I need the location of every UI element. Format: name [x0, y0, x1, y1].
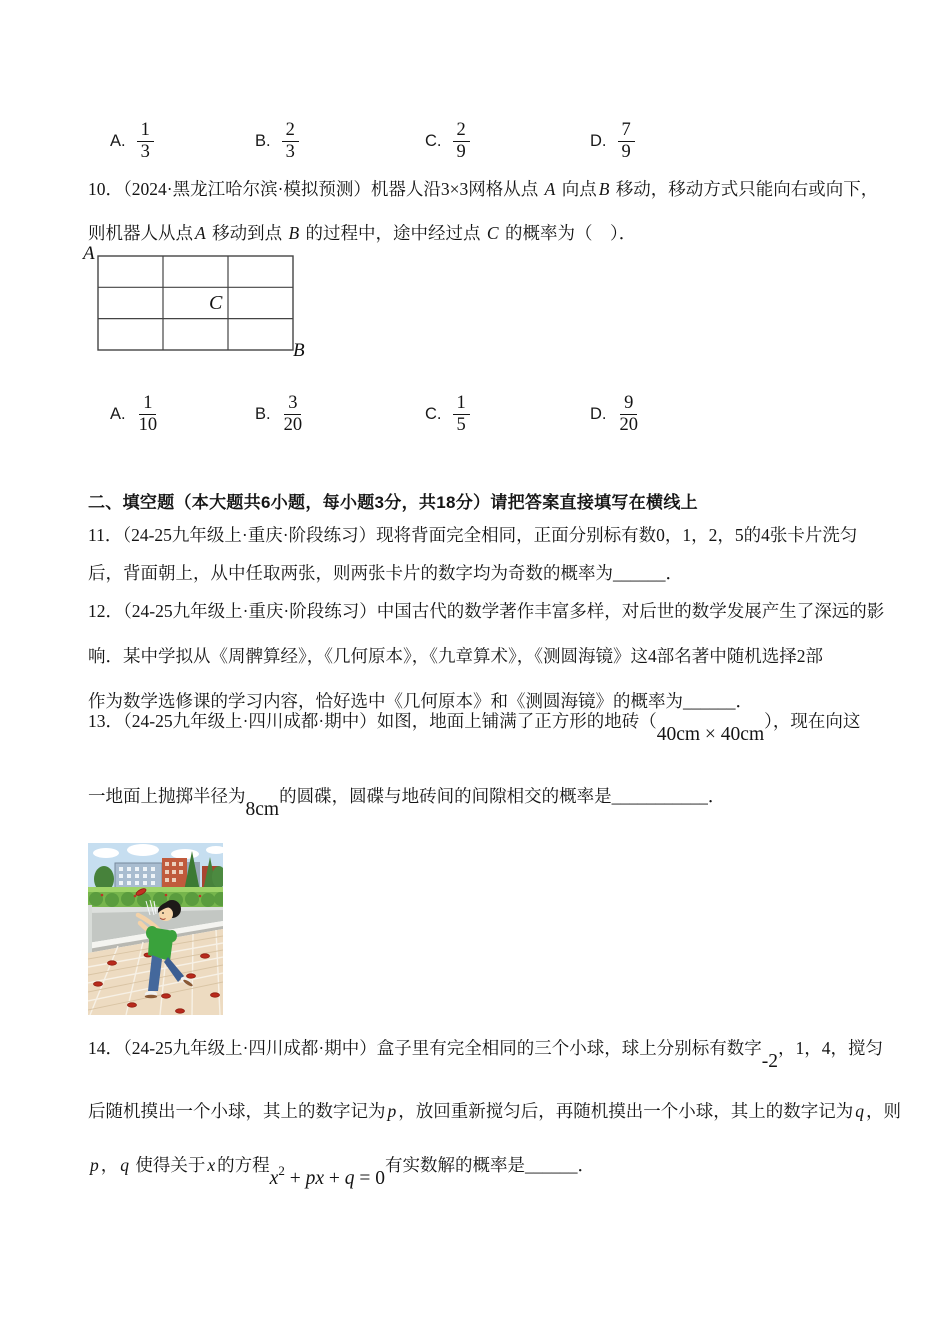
question-10-line-1: 10．（2024·黑龙江哈尔滨·模拟预测）机器人沿3×3网格从点 A 向点 B 移动，移动方式只能向右或向下， — [88, 179, 879, 199]
grid-label-c: C — [209, 292, 223, 314]
option-letter: D. — [590, 131, 607, 150]
fraction: $\frac{1}{3}$ — [137, 120, 154, 162]
fraction: $\frac{1}{5}$ — [453, 393, 470, 435]
hedge — [88, 887, 223, 907]
fraction: $\frac{7}{9}$ — [618, 120, 635, 162]
grid-outline — [98, 256, 293, 350]
option-b — [255, 112, 299, 170]
option-letter: A. — [110, 404, 126, 423]
option-d — [590, 385, 640, 443]
fraction: $\frac{1}{10}$ — [138, 392, 158, 435]
question-9-options-row — [0, 112, 950, 170]
question-12-line-3: 作为数学选修课的学习内容，恰好选中《几何原本》和《测圆海镜》的概率为______． — [88, 691, 753, 711]
option-letter: A. — [110, 131, 126, 150]
question-14-line-3: p ， q 使得关于 x 的方程$x_2$ + px + q = 0有实数解的概率是______． — [90, 1155, 595, 1189]
fraction: $\frac{2}{9}$ — [453, 120, 470, 162]
option-c — [425, 385, 470, 443]
question-11-line-2: 后，背面朝上，从中任取两张，则两张卡片的数字均为奇数的概率为______． — [88, 563, 683, 583]
fraction: $\frac{9}{20}$ — [619, 392, 638, 435]
question-13-line-1: 13．（24-25九年级上·四川成都·期中）如图，地面上铺满了正方形的地砖（40cm × 40cm），现在向这 — [88, 711, 861, 745]
section-2-heading: 二、填空题（本大题共6小题，每小题3分，共18分）请把答案直接填写在横线上 — [88, 493, 698, 512]
option-c — [425, 112, 470, 170]
fraction: $\frac{2}{3}$ — [282, 120, 299, 162]
question-10-line-2: 则机器人从点 A 移动到点 B 的过程中，途中经过点 C 的概率为（ ）． — [88, 223, 637, 243]
grid-label-b: B — [293, 340, 305, 360]
option-b — [255, 385, 304, 443]
option-letter: B. — [255, 404, 271, 423]
question-10-options-row — [0, 385, 950, 443]
option-letter: D. — [590, 404, 607, 423]
option-letter: C. — [425, 131, 442, 150]
grid-figure — [80, 238, 312, 360]
option-a — [110, 112, 154, 170]
fraction: $\frac{3}{20}$ — [283, 392, 303, 435]
option-d — [590, 112, 635, 170]
question-12-line-1: 12．（24-25九年级上·重庆·阶段练习）中国古代的数学著作丰富多样，对后世的数学发展产生了深远的影 — [88, 601, 885, 621]
boy-throwing-disc-illustration — [88, 843, 223, 1015]
question-12-line-2: 响．某中学拟从《周髀算经》，《几何原本》，《九章算术》，《测圆海镜》这4部名著中随机选择2部 — [88, 646, 823, 666]
question-14-line-1: 14．（24-25九年级上·四川成都·期中）盒子里有完全相同的三个小球，球上分别标有数字-2，1，4，搅匀 — [88, 1038, 883, 1072]
question-11-line-1: 11．（24-25九年级上·重庆·阶段练习）现将背面完全相同，正面分别标有数0，1，2，5的4张卡片洗匀 — [88, 525, 858, 545]
grid-label-a: A — [83, 243, 95, 264]
option-letter: C. — [425, 404, 442, 423]
option-letter: B. — [255, 131, 271, 150]
question-14-line-2: 后随机摸出一个小球，其上的数字记为 p ，放回重新搅匀后，再随机摸出一个小球，其上的数字记为 q ，则 — [88, 1101, 901, 1121]
option-a — [110, 385, 159, 443]
question-13-line-2: 一地面上抛掷半径为8cm的圆碟，圆碟与地砖间的间隙相交的概率是___________． — [88, 786, 726, 820]
